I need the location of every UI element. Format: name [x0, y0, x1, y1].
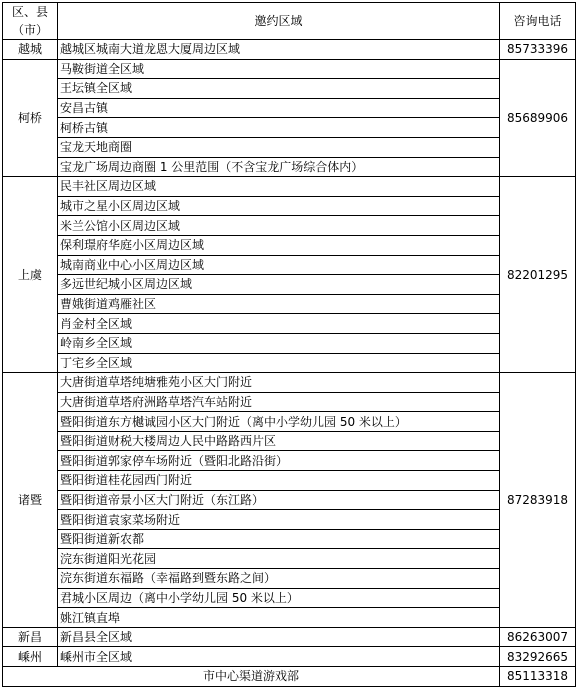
table-row — [3, 431, 576, 451]
table-row — [3, 118, 576, 138]
area-cell: 安昌古镇 — [58, 98, 500, 118]
area-cell: 君城小区周边（离中小学幼儿园 50 米以上） — [58, 588, 500, 608]
table-row — [3, 510, 576, 530]
table-row — [3, 353, 576, 373]
table-row — [3, 275, 576, 295]
table-row — [3, 608, 576, 628]
table-row — [3, 216, 576, 236]
table-row — [3, 373, 576, 393]
county-header-line2: （市） — [11, 23, 48, 37]
area-cell: 新昌县全区域 — [58, 627, 500, 647]
table-row — [3, 255, 576, 275]
table-row — [3, 549, 576, 569]
area-cell: 暨阳街道财税大楼周边人民中路路西片区 — [58, 431, 500, 451]
area-cell: 曹娥街道鸡雁社区 — [58, 294, 500, 314]
county-header — [3, 3, 58, 40]
table-row — [3, 333, 576, 353]
area-cell: 姚江镇直埠 — [58, 608, 500, 628]
county-cell: 诸暨 — [3, 373, 58, 628]
area-cell: 民丰社区周边区域 — [58, 177, 500, 197]
table-row — [3, 98, 576, 118]
table-row — [3, 79, 576, 99]
table-row — [3, 392, 576, 412]
phone-cell: 87283918 — [500, 373, 576, 628]
table-row — [3, 490, 576, 510]
table-row — [3, 196, 576, 216]
area-cell: 岭南乡全区域 — [58, 333, 500, 353]
table-body — [3, 40, 576, 667]
area-cell: 大唐街道草塔纯塘雅苑小区大门附近 — [58, 373, 500, 393]
footer-row — [3, 667, 576, 687]
area-cell: 暨阳街道新农都 — [58, 529, 500, 549]
table-row — [3, 529, 576, 549]
table-row — [3, 177, 576, 197]
table-row — [3, 412, 576, 432]
phone-cell: 82201295 — [500, 177, 576, 373]
footer-label: 市中心渠道游戏部 — [3, 667, 500, 687]
phone-cell: 86263007 — [500, 627, 576, 647]
table-row — [3, 294, 576, 314]
area-cell: 大唐街道草塔府洲路草塔汽车站附近 — [58, 392, 500, 412]
table-row — [3, 137, 576, 157]
table-row — [3, 157, 576, 177]
footer-phone: 85113318 — [500, 667, 576, 687]
area-cell: 暨阳街道郭家停车场附近（暨阳北路沿街） — [58, 451, 500, 471]
table-row — [3, 451, 576, 471]
table-row — [3, 569, 576, 589]
county-cell: 嵊州 — [3, 647, 58, 667]
table-row — [3, 59, 576, 79]
area-cell: 浣东街道东福路（幸福路到暨东路之间） — [58, 569, 500, 589]
table-row — [3, 588, 576, 608]
phone-header: 咨询电话 — [500, 3, 576, 40]
phone-cell: 85689906 — [500, 59, 576, 177]
area-cell: 宝龙广场周边商圈 1 公里范围（不含宝龙广场综合体内） — [58, 157, 500, 177]
area-cell: 宝龙天地商圈 — [58, 137, 500, 157]
table-row — [3, 471, 576, 491]
area-cell: 多远世纪城小区周边区域 — [58, 275, 500, 295]
table-row — [3, 40, 576, 60]
invitation-area-table — [2, 2, 576, 687]
county-cell: 越城 — [3, 40, 58, 60]
area-cell: 米兰公馆小区周边区域 — [58, 216, 500, 236]
area-cell: 保利璟府华庭小区周边区域 — [58, 235, 500, 255]
area-cell: 肖金村全区域 — [58, 314, 500, 334]
area-cell: 浣东街道阳光花园 — [58, 549, 500, 569]
county-cell: 上虞 — [3, 177, 58, 373]
area-cell: 马鞍街道全区域 — [58, 59, 500, 79]
area-cell: 丁宅乡全区域 — [58, 353, 500, 373]
area-cell: 暨阳街道帝景小区大门附近（东江路） — [58, 490, 500, 510]
header-row — [3, 3, 576, 40]
area-cell: 柯桥古镇 — [58, 118, 500, 138]
county-header-line1: 区、县 — [11, 5, 48, 19]
table-row — [3, 314, 576, 334]
county-cell: 新昌 — [3, 627, 58, 647]
area-cell: 暨阳街道东方樾诚园小区大门附近（离中小学幼儿园 50 米以上） — [58, 412, 500, 432]
area-cell: 城南商业中心小区周边区域 — [58, 255, 500, 275]
table-row — [3, 627, 576, 647]
area-cell: 越城区城南大道龙恩大厦周边区域 — [58, 40, 500, 60]
table-row — [3, 235, 576, 255]
area-cell: 暨阳街道袁家菜场附近 — [58, 510, 500, 530]
area-cell: 嵊州市全区域 — [58, 647, 500, 667]
area-cell: 城市之星小区周边区域 — [58, 196, 500, 216]
area-cell: 王坛镇全区域 — [58, 79, 500, 99]
area-cell: 暨阳街道桂花园西门附近 — [58, 471, 500, 491]
county-cell: 柯桥 — [3, 59, 58, 177]
phone-cell: 83292665 — [500, 647, 576, 667]
phone-cell: 85733396 — [500, 40, 576, 60]
table-row — [3, 647, 576, 667]
area-header: 邀约区域 — [58, 3, 500, 40]
